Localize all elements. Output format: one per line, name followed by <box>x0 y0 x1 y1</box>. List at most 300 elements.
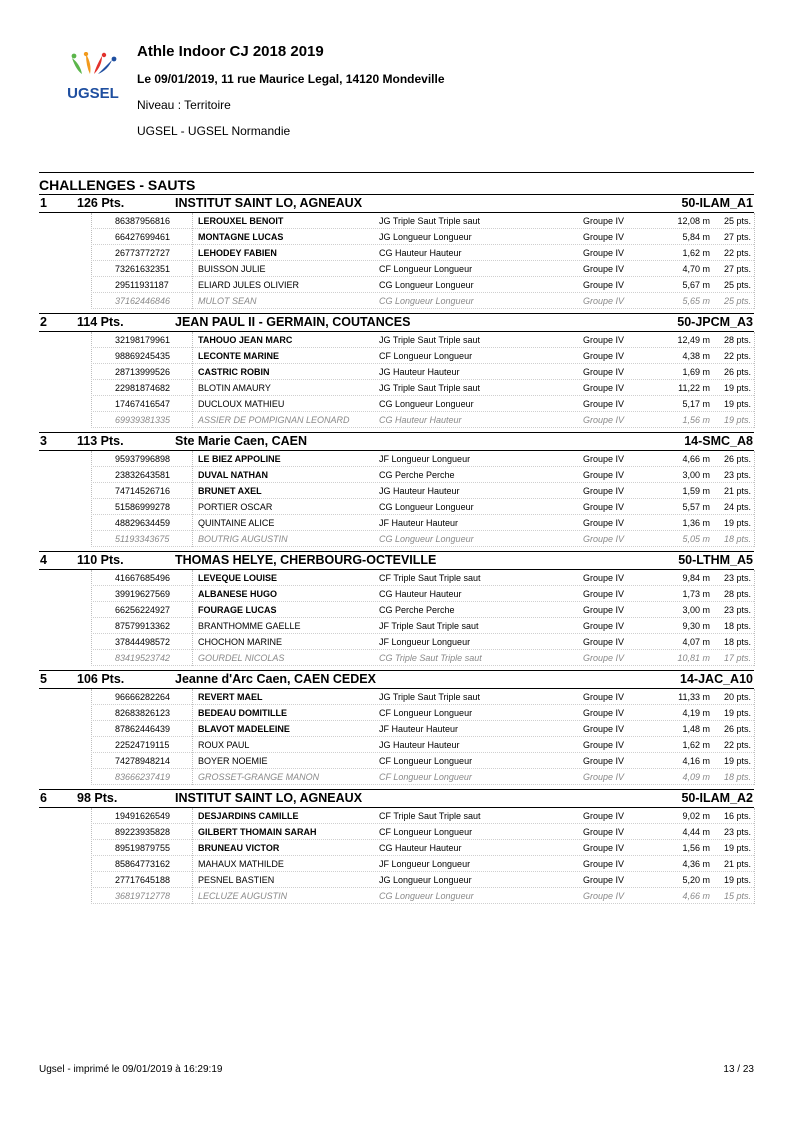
athlete-event: CG Longueur Longueur <box>379 502 474 512</box>
athlete-name: LEROUXEL BENOIT <box>198 216 284 226</box>
athlete-group: Groupe IV <box>583 621 625 631</box>
athlete-group: Groupe IV <box>583 740 625 750</box>
athlete-id: 17467416547 <box>115 399 171 409</box>
athlete-event: CG Hauteur Hauteur <box>379 415 462 425</box>
athlete-group: Groupe IV <box>583 637 625 647</box>
athlete-points: 22 pts. <box>723 740 751 750</box>
athlete-name: BOUTRIG AUGUSTIN <box>198 534 288 544</box>
athlete-row <box>39 348 754 364</box>
team-name: Ste Marie Caen, CAEN <box>175 434 307 448</box>
athlete-event: JF Triple Saut Triple saut <box>379 621 479 631</box>
team-header <box>39 789 754 808</box>
team-block <box>39 551 754 670</box>
athlete-event: CF Longueur Longueur <box>379 756 473 766</box>
row-divider <box>91 308 754 309</box>
column-divider <box>754 570 755 666</box>
column-divider <box>754 213 755 309</box>
team-name: INSTITUT SAINT LO, AGNEAUX <box>175 196 363 210</box>
team-block <box>39 313 754 432</box>
athlete-name: MAHAUX MATHILDE <box>198 859 284 869</box>
athlete-group: Groupe IV <box>583 692 625 702</box>
athlete-points: 23 pts. <box>723 827 751 837</box>
athlete-performance: 1,56 m <box>682 415 710 425</box>
footer-page-number: 13 / 23 <box>723 1064 754 1075</box>
athlete-event: JG Longueur Longueur <box>379 232 472 242</box>
athlete-points: 18 pts. <box>723 772 751 782</box>
athlete-name: MULOT SEAN <box>198 296 257 306</box>
athlete-points: 19 pts. <box>723 843 751 853</box>
athlete-performance: 4,16 m <box>682 756 710 766</box>
athlete-id: 22981874682 <box>115 383 171 393</box>
athlete-row <box>39 586 754 602</box>
athlete-performance: 1,73 m <box>682 589 710 599</box>
athlete-id: 22524719115 <box>115 740 170 750</box>
athlete-name: ASSIER DE POMPIGNAN LEONARD <box>198 415 350 425</box>
athlete-id: 66256224927 <box>115 605 171 615</box>
athlete-id: 98869245435 <box>115 351 171 361</box>
athlete-performance: 1,62 m <box>682 740 710 750</box>
athlete-performance: 10,81 m <box>677 653 710 663</box>
athlete-name: BUISSON JULIE <box>198 264 266 274</box>
athlete-points: 19 pts. <box>723 708 751 718</box>
athlete-performance: 4,36 m <box>682 859 710 869</box>
athlete-name: BOYER NOEMIE <box>198 756 268 766</box>
team-name: Jeanne d'Arc Caen, CAEN CEDEX <box>175 672 376 686</box>
athlete-points: 19 pts. <box>723 875 751 885</box>
athlete-group: Groupe IV <box>583 589 625 599</box>
team-code: 14-SMC_A8 <box>684 434 753 448</box>
athlete-event: CG Longueur Longueur <box>379 534 474 544</box>
athlete-name: BEDEAU DOMITILLE <box>198 708 287 718</box>
athlete-row <box>39 396 754 412</box>
athlete-id: 95937996898 <box>115 454 171 464</box>
athlete-group: Groupe IV <box>583 756 625 766</box>
athlete-event: CG Longueur Longueur <box>379 399 474 409</box>
athlete-id: 87862446439 <box>115 724 171 734</box>
athlete-points: 27 pts. <box>723 232 751 242</box>
athlete-name: BLOTIN AMAURY <box>198 383 271 393</box>
athlete-row <box>39 467 754 483</box>
athlete-list <box>39 570 754 666</box>
athlete-id: 89223935828 <box>115 827 171 837</box>
athlete-performance: 9,84 m <box>682 573 710 583</box>
athlete-id: 66427699461 <box>115 232 171 242</box>
athlete-event: JG Hauteur Hauteur <box>379 740 460 750</box>
team-header <box>39 313 754 332</box>
row-divider <box>91 546 754 547</box>
team-header <box>39 194 754 213</box>
athlete-group: Groupe IV <box>583 296 625 306</box>
athlete-name: CASTRIC ROBIN <box>198 367 270 377</box>
athlete-id: 29511931187 <box>115 280 169 290</box>
athlete-event: CF Longueur Longueur <box>379 772 472 782</box>
athlete-id: 37162446846 <box>115 296 171 306</box>
athlete-group: Groupe IV <box>583 891 625 901</box>
athlete-id: 19491626549 <box>115 811 171 821</box>
athlete-name: PESNEL BASTIEN <box>198 875 275 885</box>
athlete-row <box>39 634 754 650</box>
athlete-row <box>39 769 754 785</box>
athlete-group: Groupe IV <box>583 454 625 464</box>
athlete-row <box>39 888 754 904</box>
athlete-group: Groupe IV <box>583 486 625 496</box>
athlete-group: Groupe IV <box>583 335 625 345</box>
athlete-points: 20 pts. <box>723 692 751 702</box>
athlete-group: Groupe IV <box>583 399 625 409</box>
athlete-event: CF Longueur Longueur <box>379 708 473 718</box>
athlete-id: 96666282264 <box>115 692 171 702</box>
athlete-id: 23832643581 <box>115 470 171 480</box>
athlete-points: 19 pts. <box>723 415 751 425</box>
athlete-row <box>39 245 754 261</box>
athlete-name: LECLUZE AUGUSTIN <box>198 891 288 901</box>
athlete-id: 48829634459 <box>115 518 171 528</box>
team-block <box>39 432 754 551</box>
athlete-group: Groupe IV <box>583 573 625 583</box>
athlete-points: 18 pts. <box>723 534 751 544</box>
team-name: THOMAS HELYE, CHERBOURG-OCTEVILLE <box>175 553 437 567</box>
athlete-id: 83419523742 <box>115 653 171 663</box>
athlete-group: Groupe IV <box>583 724 625 734</box>
athlete-name: LEHODEY FABIEN <box>198 248 277 258</box>
athlete-id: 87579913362 <box>115 621 171 631</box>
team-name: JEAN PAUL II - GERMAIN, COUTANCES <box>175 315 411 329</box>
athlete-name: ROUX PAUL <box>198 740 250 750</box>
challenges-section <box>39 172 754 908</box>
team-code: 50-JPCM_A3 <box>677 315 753 329</box>
athlete-name: CHOCHON MARINE <box>198 637 283 647</box>
athlete-points: 25 pts. <box>723 296 751 306</box>
athlete-event: CG Longueur Longueur <box>379 891 474 901</box>
row-divider <box>91 427 754 428</box>
athlete-performance: 9,30 m <box>682 621 710 631</box>
athlete-performance: 4,09 m <box>682 772 710 782</box>
athlete-id: 36819712778 <box>115 891 171 901</box>
logo-figure-green <box>72 58 82 74</box>
athlete-group: Groupe IV <box>583 811 625 821</box>
athlete-group: Groupe IV <box>583 232 625 242</box>
team-points: 110 Pts. <box>77 553 124 567</box>
page-title: Athle Indoor CJ 2018 2019 <box>137 43 324 60</box>
ugsel-logo <box>62 52 124 104</box>
team-rank: 5 <box>40 672 47 686</box>
athlete-id: 41667685496 <box>115 573 171 583</box>
athlete-event: CG Hauteur Hauteur <box>379 248 462 258</box>
athlete-name: TAHOUO JEAN MARC <box>198 335 293 345</box>
athlete-group: Groupe IV <box>583 772 625 782</box>
athlete-points: 16 pts. <box>723 811 751 821</box>
team-rank: 6 <box>40 791 47 805</box>
athlete-event: JG Triple Saut Triple saut <box>379 216 481 226</box>
athlete-id: 85864773162 <box>115 859 171 869</box>
logo-figure-orange <box>86 54 91 74</box>
athlete-row <box>39 602 754 618</box>
column-divider <box>754 689 755 785</box>
athlete-event: JG Triple Saut Triple saut <box>379 692 481 702</box>
athlete-performance: 4,07 m <box>682 637 710 647</box>
athlete-event: CG Perche Perche <box>379 470 455 480</box>
athlete-row <box>39 213 754 229</box>
athlete-event: CG Perche Perche <box>379 605 455 615</box>
athlete-event: JF Longueur Longueur <box>379 859 471 869</box>
team-header <box>39 551 754 570</box>
athlete-group: Groupe IV <box>583 248 625 258</box>
column-divider <box>754 451 755 547</box>
athlete-row <box>39 721 754 737</box>
section-title: CHALLENGES - SAUTS <box>39 177 196 193</box>
team-spacer <box>39 904 754 908</box>
athlete-points: 23 pts. <box>723 573 751 583</box>
athlete-id: 27717645188 <box>115 875 171 885</box>
athlete-row <box>39 808 754 824</box>
athlete-name: FOURAGE LUCAS <box>198 605 277 615</box>
athlete-row <box>39 515 754 531</box>
athlete-row <box>39 293 754 309</box>
athlete-event: CG Hauteur Hauteur <box>379 843 462 853</box>
athlete-performance: 1,59 m <box>682 486 710 496</box>
athlete-list <box>39 808 754 904</box>
athlete-event: CF Longueur Longueur <box>379 351 473 361</box>
athlete-performance: 11,33 m <box>678 692 710 702</box>
athlete-name: REVERT MAEL <box>198 692 263 702</box>
athlete-event: JG Hauteur Hauteur <box>379 486 460 496</box>
athlete-list <box>39 332 754 428</box>
athlete-points: 22 pts. <box>723 351 751 361</box>
footer-printed: Ugsel - imprimé le 09/01/2019 à 16:29:19 <box>39 1064 223 1075</box>
row-divider <box>91 903 754 904</box>
athlete-group: Groupe IV <box>583 264 625 274</box>
athlete-event: JF Longueur Longueur <box>379 454 471 464</box>
athlete-list <box>39 213 754 309</box>
athlete-points: 17 pts. <box>723 653 751 663</box>
athlete-performance: 5,57 m <box>682 502 710 512</box>
athlete-id: 37844498572 <box>115 637 171 647</box>
athlete-row <box>39 499 754 515</box>
team-code: 14-JAC_A10 <box>680 672 753 686</box>
athlete-event: JG Triple Saut Triple saut <box>379 335 481 345</box>
athlete-name: LECONTE MARINE <box>198 351 279 361</box>
athlete-points: 25 pts. <box>723 280 751 290</box>
athlete-performance: 1,69 m <box>682 367 710 377</box>
athlete-id: 74278948214 <box>115 756 171 766</box>
athlete-group: Groupe IV <box>583 875 625 885</box>
athlete-group: Groupe IV <box>583 827 625 837</box>
athlete-group: Groupe IV <box>583 415 625 425</box>
row-divider <box>91 665 754 666</box>
athlete-event: CG Longueur Longueur <box>379 280 474 290</box>
athlete-id: 83666237419 <box>115 772 171 782</box>
team-rank: 3 <box>40 434 47 448</box>
athlete-points: 27 pts. <box>723 264 751 274</box>
athlete-event: JF Hauteur Hauteur <box>379 518 459 528</box>
athlete-id: 51586999278 <box>115 502 171 512</box>
athlete-group: Groupe IV <box>583 708 625 718</box>
athlete-row <box>39 689 754 705</box>
athlete-group: Groupe IV <box>583 605 625 615</box>
athlete-performance: 4,66 m <box>682 891 710 901</box>
athlete-name: ALBANESE HUGO <box>198 589 278 599</box>
athlete-row <box>39 261 754 277</box>
athlete-points: 23 pts. <box>723 470 751 480</box>
athlete-points: 26 pts. <box>723 454 751 464</box>
athlete-points: 19 pts. <box>723 383 751 393</box>
athlete-id: 73261632351 <box>115 264 171 274</box>
athlete-performance: 1,36 m <box>682 518 710 528</box>
athlete-row <box>39 824 754 840</box>
athlete-event: CF Triple Saut Triple saut <box>379 811 481 821</box>
team-rank: 2 <box>40 315 47 329</box>
team-points: 98 Pts. <box>77 791 118 805</box>
athlete-performance: 5,67 m <box>682 280 710 290</box>
athlete-row <box>39 364 754 380</box>
team-name: INSTITUT SAINT LO, AGNEAUX <box>175 791 363 805</box>
athlete-event: CG Triple Saut Triple saut <box>379 653 482 663</box>
athlete-points: 24 pts. <box>723 502 751 512</box>
athlete-points: 19 pts. <box>723 399 751 409</box>
event-organisation: UGSEL - UGSEL Normandie <box>137 124 291 138</box>
athlete-id: 69939381335 <box>115 415 171 425</box>
athlete-event: JF Longueur Longueur <box>379 637 471 647</box>
athlete-points: 26 pts. <box>723 367 751 377</box>
athlete-group: Groupe IV <box>583 653 625 663</box>
athlete-points: 18 pts. <box>723 637 751 647</box>
athlete-points: 23 pts. <box>723 605 751 615</box>
team-rank: 4 <box>40 553 47 567</box>
column-divider <box>754 332 755 428</box>
athlete-group: Groupe IV <box>583 367 625 377</box>
athlete-performance: 4,66 m <box>682 454 710 464</box>
event-level: Niveau : Territoire <box>137 98 231 112</box>
athlete-performance: 5,17 m <box>682 399 710 409</box>
athlete-name: ELIARD JULES OLIVIER <box>198 280 300 290</box>
athlete-performance: 5,20 m <box>682 875 710 885</box>
athlete-row <box>39 483 754 499</box>
athlete-group: Groupe IV <box>583 280 625 290</box>
team-header <box>39 670 754 689</box>
athlete-points: 28 pts. <box>723 589 751 599</box>
athlete-group: Groupe IV <box>583 383 625 393</box>
athlete-points: 26 pts. <box>723 724 751 734</box>
athlete-performance: 11,22 m <box>678 383 710 393</box>
athlete-id: 82683826123 <box>115 708 171 718</box>
athlete-row <box>39 380 754 396</box>
logo-text: UGSEL <box>67 85 119 102</box>
athlete-row <box>39 570 754 586</box>
athlete-name: DUCLOUX MATHIEU <box>198 399 285 409</box>
athlete-row <box>39 872 754 888</box>
athlete-performance: 4,70 m <box>682 264 710 274</box>
team-code: 50-ILAM_A2 <box>681 791 753 805</box>
athlete-row <box>39 618 754 634</box>
athlete-event: CG Longueur Longueur <box>379 296 474 306</box>
athlete-performance: 4,38 m <box>682 351 710 361</box>
athlete-row <box>39 856 754 872</box>
column-divider <box>754 808 755 904</box>
athlete-event: JG Triple Saut Triple saut <box>379 383 481 393</box>
team-block <box>39 789 754 908</box>
athlete-name: GROSSET-GRANGE MANON <box>198 772 320 782</box>
athlete-row <box>39 753 754 769</box>
athlete-performance: 4,19 m <box>682 708 710 718</box>
athlete-id: 26773772727 <box>115 248 171 258</box>
athlete-row <box>39 412 754 428</box>
athlete-points: 22 pts. <box>723 248 751 258</box>
athlete-performance: 1,62 m <box>682 248 710 258</box>
athlete-performance: 12,49 m <box>677 335 710 345</box>
athlete-name: BRANTHOMME GAELLE <box>198 621 301 631</box>
athlete-row <box>39 277 754 293</box>
team-code: 50-ILAM_A1 <box>681 196 753 210</box>
athlete-id: 28713999526 <box>115 367 171 377</box>
athlete-list <box>39 689 754 785</box>
athlete-performance: 3,00 m <box>682 470 710 480</box>
team-block <box>39 670 754 789</box>
athlete-event: JG Hauteur Hauteur <box>379 367 460 377</box>
athlete-performance: 3,00 m <box>682 605 710 615</box>
athlete-name: LE BIEZ APPOLINE <box>198 454 281 464</box>
athlete-row <box>39 531 754 547</box>
athlete-group: Groupe IV <box>583 534 625 544</box>
athlete-name: BLAVOT MADELEINE <box>198 724 290 734</box>
athlete-performance: 1,48 m <box>682 724 710 734</box>
athlete-event: CF Triple Saut Triple saut <box>379 573 481 583</box>
team-rank: 1 <box>40 196 47 210</box>
athlete-points: 15 pts. <box>723 891 751 901</box>
team-points: 126 Pts. <box>77 196 125 210</box>
athlete-performance: 1,56 m <box>682 843 710 853</box>
athlete-row <box>39 840 754 856</box>
athlete-event: JG Longueur Longueur <box>379 875 472 885</box>
athlete-name: MONTAGNE LUCAS <box>198 232 284 242</box>
athlete-points: 19 pts. <box>723 756 751 766</box>
athlete-performance: 5,84 m <box>682 232 710 242</box>
athlete-performance: 12,08 m <box>677 216 710 226</box>
athlete-performance: 5,05 m <box>682 534 710 544</box>
row-divider <box>91 784 754 785</box>
team-points: 113 Pts. <box>77 434 124 448</box>
athlete-group: Groupe IV <box>583 843 625 853</box>
athlete-list <box>39 451 754 547</box>
team-points: 114 Pts. <box>77 315 124 329</box>
athlete-name: QUINTAINE ALICE <box>198 518 275 528</box>
athlete-group: Groupe IV <box>583 470 625 480</box>
athlete-points: 19 pts. <box>723 518 751 528</box>
athlete-points: 25 pts. <box>723 216 751 226</box>
athlete-name: GOURDEL NICOLAS <box>198 653 285 663</box>
athlete-event: CF Longueur Longueur <box>379 827 473 837</box>
event-address: Le 09/01/2019, 11 rue Maurice Legal, 14120 Mondeville <box>137 72 445 86</box>
athlete-event: CG Hauteur Hauteur <box>379 589 462 599</box>
athlete-performance: 4,44 m <box>682 827 710 837</box>
athlete-row <box>39 451 754 467</box>
athlete-row <box>39 229 754 245</box>
athlete-points: 21 pts. <box>723 486 751 496</box>
athlete-points: 28 pts. <box>723 335 751 345</box>
athlete-group: Groupe IV <box>583 859 625 869</box>
athlete-points: 21 pts. <box>723 859 751 869</box>
team-code: 50-LTHM_A5 <box>678 553 753 567</box>
athlete-event: CF Longueur Longueur <box>379 264 473 274</box>
athlete-row <box>39 650 754 666</box>
athlete-id: 32198179961 <box>115 335 171 345</box>
athlete-name: BRUNET AXEL <box>198 486 262 496</box>
athlete-id: 51193343675 <box>115 534 170 544</box>
athlete-id: 74714526716 <box>115 486 171 496</box>
athlete-points: 18 pts. <box>723 621 751 631</box>
athlete-name: GILBERT THOMAIN SARAH <box>198 827 317 837</box>
athlete-name: DESJARDINS CAMILLE <box>198 811 299 821</box>
team-header <box>39 432 754 451</box>
